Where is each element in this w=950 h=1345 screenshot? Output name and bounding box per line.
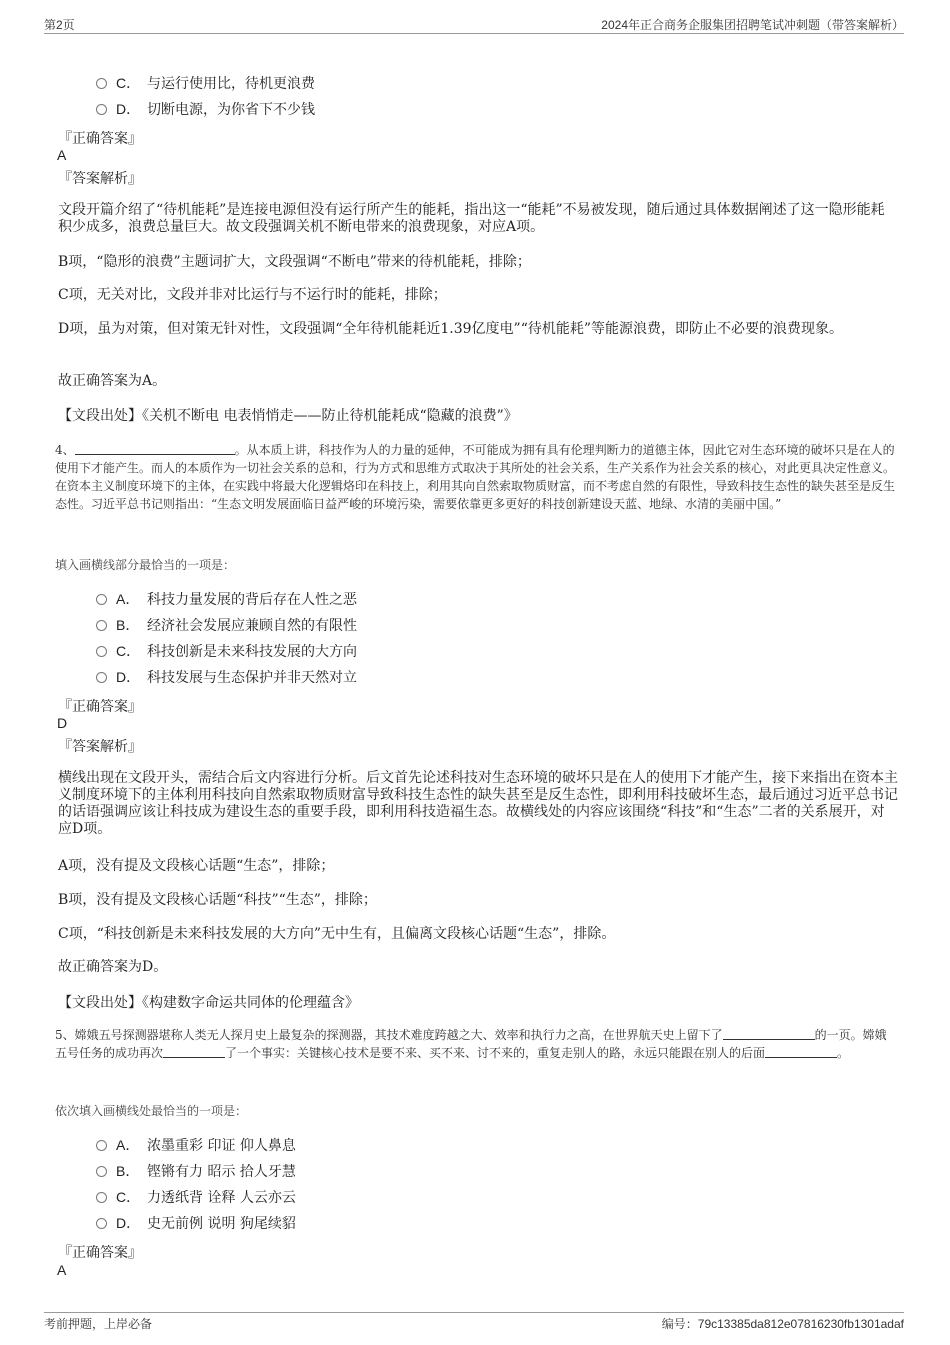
option-c[interactable]: C． 与运行使用比，待机更浪费: [96, 74, 315, 93]
analysis-conclusion: 故正确答案为D。: [58, 959, 168, 975]
fill-blank: [765, 1045, 837, 1058]
radio-icon[interactable]: [96, 672, 107, 683]
analysis-paragraph: A项，没有提及文段核心话题“生态”，排除；: [58, 858, 335, 874]
footer-slogan: 考前押题，上岸必备: [44, 1317, 153, 1331]
option-b[interactable]: B． 铿锵有力 昭示 拾人牙慧: [96, 1162, 296, 1181]
source-citation: 【文段出处】《构建数字命运共同体的伦理蕴含》: [58, 995, 359, 1011]
analysis-paragraph: 文段开篇介绍了“待机能耗”是连接电源但没有运行所产生的能耗，指出这一“能耗”不易被发现，随后通过具体数据阐述了这一隐形能耗积少成多，浪费总量巨大。故文段强调关机不断电带来的浪费现象，对应A项。: [58, 202, 885, 235]
option-a[interactable]: A． 浓墨重彩 印证 仰人鼻息: [96, 1136, 296, 1155]
radio-icon[interactable]: [96, 1218, 107, 1229]
analysis-paragraph: B项，没有提及文段核心话题“科技”“生态”，排除；: [58, 892, 377, 908]
analysis-paragraph: C项，无关对比，文段并非对比运行与不运行时的能耗，排除；: [58, 287, 447, 303]
radio-icon[interactable]: [96, 1166, 107, 1177]
radio-icon[interactable]: [96, 1192, 107, 1203]
correct-answer: A: [57, 1262, 67, 1278]
option-d[interactable]: D． 史无前例 说明 狗尾续貂: [96, 1214, 296, 1233]
option-c[interactable]: C． 力透纸背 诠释 人云亦云: [96, 1188, 296, 1207]
correct-answer-label: 『正确答案』: [58, 131, 142, 147]
option-a[interactable]: A． 科技力量发展的背后存在人性之恶: [96, 590, 357, 609]
option-b[interactable]: B． 经济社会发展应兼顾自然的有限性: [96, 616, 357, 635]
question-stem: 填入画横线部分最恰当的一项是：: [55, 558, 236, 572]
source-citation: 【文段出处】《关机不断电 电表悄悄走——防止待机能耗成“隐藏的浪费”》: [58, 408, 518, 424]
question-number: 5、: [55, 1028, 75, 1042]
correct-answer: A: [57, 147, 67, 163]
radio-icon[interactable]: [96, 646, 107, 657]
page-footer: [44, 1312, 904, 1331]
option-d[interactable]: D． 切断电源，为你省下不少钱: [96, 100, 315, 119]
question-text: 4、 。从本质上讲，科技作为人的力量的延伸，不可能成为拥有具有伦理判断力的道德主体，因此它对生态环境的破坏只是在人的使用下才能产生。而人的本质作为一切社会关系的总和，行为方式和思维方式取决于其所处的社会关系，生产关系作为社会关系的核心，对此更具决定性意义。在资本主义制度环境下的主体，在实践中将最大化逻辑烙印在科技上，利用其向自然索取物质财富，而不考虑自然的有限性，导致科技生态性的缺失甚至是反生态性。习近平总书记则指出：“生态文明发展面临日益严峻的环境污染，需要依靠更多更好的科技创新建设天蓝、地绿、水清的美丽中国。”: [55, 443, 896, 511]
page-header: [44, 14, 904, 34]
radio-icon[interactable]: [96, 594, 107, 605]
question-number: 4、: [55, 443, 75, 457]
correct-answer: D: [57, 715, 68, 731]
analysis-paragraph: 横线出现在文段开头，需结合后文内容进行分析。后文首先论述科技对生态环境的破坏只是在人的使用下才能产生，接下来指出在资本主义制度环境下的主体利用科技向自然索取物质财富导致科技生态性的缺失甚至是反生态性，即利用科技破坏生态，最后通过习近平总书记的话语强调应该让科技成为建设生态的重要手段，即利用科技造福生态。故横线处的内容应该围绕“科技”和“生态”二者的关系展开，对应D项。: [58, 770, 898, 837]
fill-blank: [75, 442, 235, 455]
option-c[interactable]: C． 科技创新是未来科技发展的大方向: [96, 642, 357, 661]
fill-blank: [163, 1045, 225, 1058]
document-code: 编号：79c13385da812e07816230fb1301adaf: [661, 1317, 904, 1331]
analysis-paragraph: D项，虽为对策，但对策无针对性，文段强调“全年待机能耗近1.39亿度电”“待机能耗”等能源浪费，即防止不必要的浪费现象。: [58, 321, 844, 337]
fill-blank: [723, 1027, 815, 1040]
document-title: 2024年正合商务企服集团招聘笔试冲刺题（带答案解析）: [601, 18, 904, 32]
analysis-paragraph: C项，“科技创新是未来科技发展的大方向”无中生有，且偏离文段核心话题“生态”，排除。: [58, 926, 616, 942]
page-number: 第2页: [44, 18, 75, 32]
option-d[interactable]: D． 科技发展与生态保护并非天然对立: [96, 668, 357, 687]
radio-icon[interactable]: [96, 104, 107, 115]
analysis-paragraph: B项，“隐形的浪费”主题词扩大，文段强调“不断电”带来的待机能耗，排除；: [58, 254, 531, 270]
analysis-conclusion: 故正确答案为A。: [58, 373, 167, 389]
radio-icon[interactable]: [96, 1140, 107, 1151]
correct-answer-label: 『正确答案』: [58, 699, 142, 715]
analysis-label: 『答案解析』: [58, 739, 142, 755]
correct-answer-label: 『正确答案』: [58, 1245, 142, 1261]
radio-icon[interactable]: [96, 78, 107, 89]
analysis-label: 『答案解析』: [58, 171, 142, 187]
radio-icon[interactable]: [96, 620, 107, 631]
question-text: 5、嫦娥五号探测器堪称人类无人探月史上最复杂的探测器，其技术难度跨越之大、效率和执行力之高，在世界航天史上留下了 的一页。嫦娥五号任务的成功再次 了一个事实：关键核心技术是要不来、买不来、讨不来的，重复走别人的路，永远只能跟在别人的后面 。: [55, 1028, 887, 1060]
question-stem: 依次填入画横线处最恰当的一项是：: [55, 1104, 248, 1118]
